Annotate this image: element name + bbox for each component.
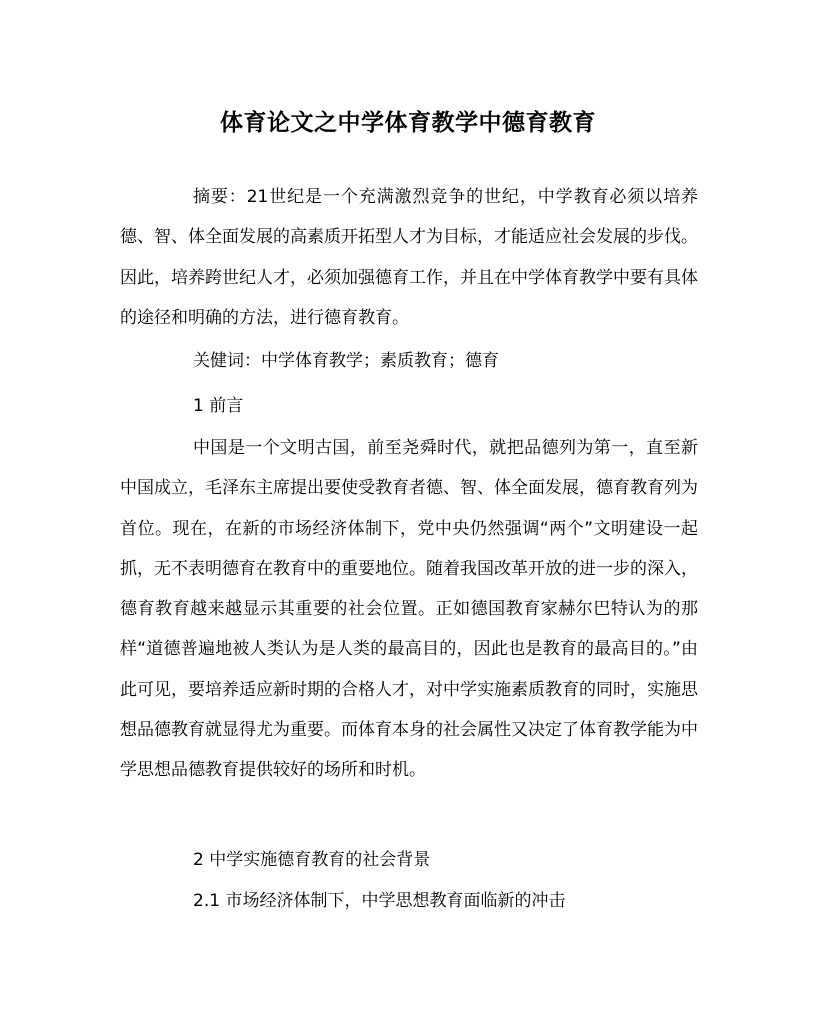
section-1-heading: 1 前言 [193, 396, 244, 416]
document-title: 体育论文之中学体育教学中德育教育 [220, 109, 596, 136]
section-2-1-heading: 2.1 市场经济体制下，中学思想教育面临新的冲击 [193, 891, 566, 911]
section-1-paragraph: 中国是一个文明古国，前至尧舜时代，就把品德列为第一，直至新中国成立，毛泽东主席提出要使受教育者德、智、体全面发展，德育教育列为首位。现在，在新的市场经济体制下，党中央仍然强调“两个”文明建设一起抓，无不表明德育在教育中的重要地位。随着我国改革开放的进一步的深入，德育教育越来越显示其重要的社会位置。正如德国教育家赫尔巴特认为的那样“道德普遍地被人类认为是人类的最高目的，因此也是教育的最高目的。”由此可见，要培养适应新时期的合格人才，对中学实施素质教育的同时，实施思想品德教育就显得尤为重要。而体育本身的社会属性又决定了体育教学能为中学思想品德教育提供较好的场所和时机。 [120, 438, 698, 781]
section-2-heading: 2 中学实施德育教育的社会背景 [193, 850, 431, 870]
abstract-paragraph: 摘要：21世纪是一个充满激烈竞争的世纪，中学教育必须以培养德、智、体全面发展的高素质开拓型人才为目标，才能适应社会发展的步伐。因此，培养跨世纪人才，必须加强德育工作，并且在中学体育教学中要有具体的途径和明确的方法，进行德育教育。 [120, 187, 698, 328]
keywords-line: 关健词：中学体育教学；素质教育；德育 [193, 351, 499, 371]
